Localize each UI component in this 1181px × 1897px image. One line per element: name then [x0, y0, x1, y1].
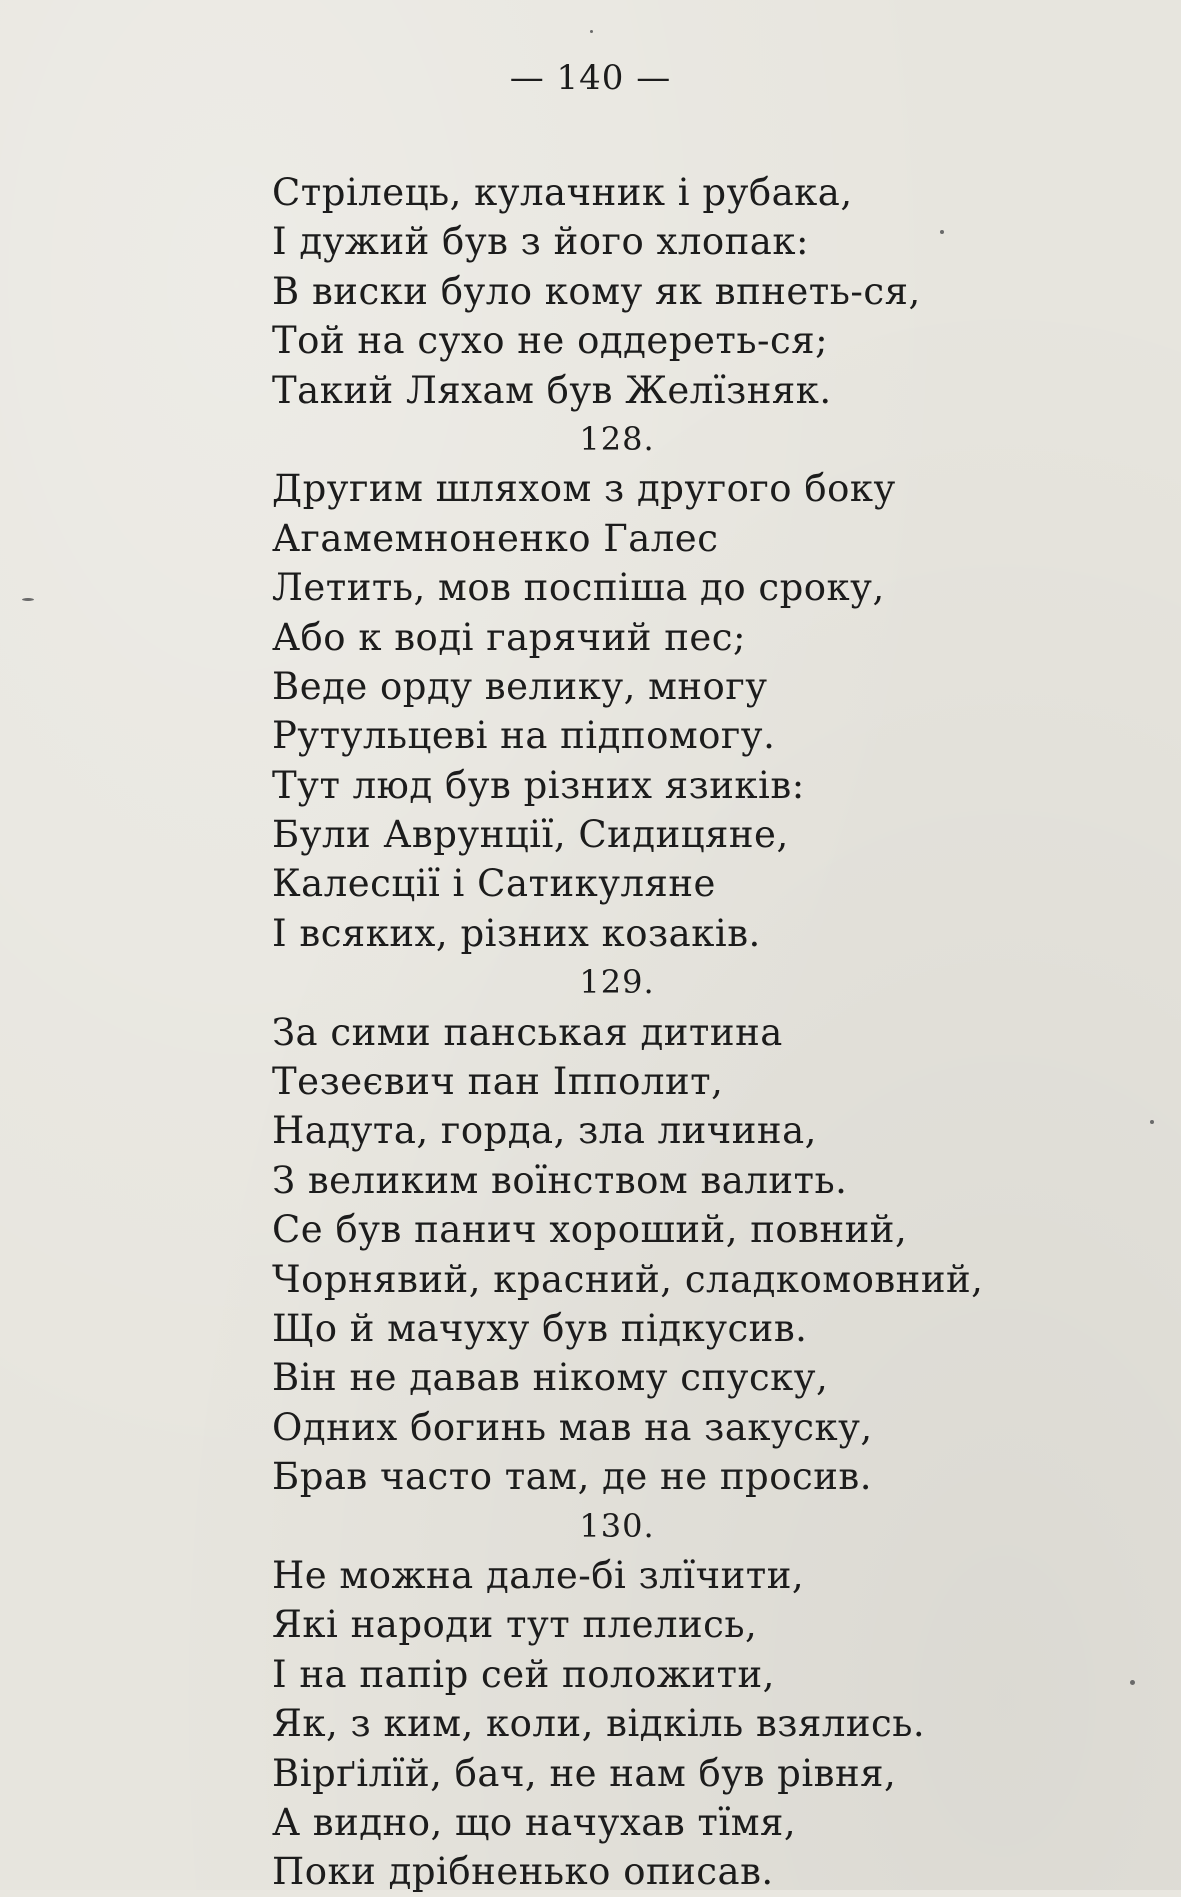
verse-line: Він не давав нікому спуску,: [272, 1356, 829, 1400]
verse-line: Надута, горда, зла личина,: [272, 1109, 817, 1153]
verse-line: Тут люд був різних язиків:: [272, 763, 805, 807]
verse-line: Тезеєвич пан Іпполит,: [272, 1060, 724, 1104]
stanza-number: 129.: [579, 963, 655, 1002]
verse-line: Як, з ким, коли, відкіль взялись.: [272, 1702, 926, 1746]
verse-line: А видно, що начухав тїмя,: [272, 1800, 797, 1844]
verse-line: Що й мачуху був підкусив.: [272, 1306, 808, 1350]
verse-line: З великим воїнством валить.: [272, 1158, 848, 1202]
paper-speck: [590, 30, 593, 33]
stanza: [272, 168, 1032, 415]
page-number: — 140 —: [509, 58, 672, 98]
verse-line: Вірґілїй, бач, не нам був рівня,: [272, 1751, 897, 1795]
verse-line: За сими панськая дитина: [272, 1010, 783, 1054]
paper-speck: [1150, 1120, 1154, 1124]
verse-line: Той на сухо не оддереть-ся;: [272, 319, 829, 363]
stanza: [272, 1502, 1032, 1897]
verse-line: Другим шляхом з другого боку: [272, 467, 896, 511]
paper-speck: [1130, 1680, 1135, 1685]
verse-line: Стрілець, кулачник і рубака,: [272, 171, 853, 214]
paper-speck: [22, 598, 34, 601]
stanza-number: 128.: [579, 419, 655, 458]
verse-line: В виски було кому як впнеть-ся,: [272, 269, 921, 313]
verse-line: І дужий був з його хлопак:: [272, 220, 809, 264]
verse-line: Або к воді гарячий пес;: [272, 615, 746, 659]
verse-line: Веде орду велику, многу: [272, 664, 768, 708]
verse-line: Одних богинь мав на закуску,: [272, 1405, 873, 1449]
verse-line: Які народи тут плелись,: [272, 1603, 758, 1647]
verse-line: Були Аврунції, Сидицяне,: [272, 813, 789, 857]
verse-line: Поки дрібненько описав.: [272, 1850, 774, 1894]
verse-line: Брав часто там, де не просив.: [272, 1455, 872, 1499]
verse-line: Се був панич хороший, повний,: [272, 1208, 908, 1252]
verse-line: І на папір сей положити,: [272, 1652, 775, 1696]
verse-line: Агамемноненко Галес: [272, 516, 719, 560]
verse-line: І всяких, різних козаків.: [272, 911, 761, 955]
poem-text: [272, 168, 1032, 1897]
verse-line: Летить, мов поспіша до сроку,: [272, 566, 885, 610]
stanza-number: 130.: [579, 1506, 655, 1545]
verse-line: Такий Ляхам був Желїзняк.: [272, 368, 832, 412]
paper-speck: [940, 230, 944, 234]
verse-line: Чорнявий, красний, сладкомовний,: [272, 1257, 984, 1301]
stanza: [272, 415, 1032, 958]
verse-line: Не можна дале-бі злїчити,: [272, 1553, 805, 1597]
stanza: [272, 958, 1032, 1501]
verse-line: Рутульцеві на підпомогу.: [272, 714, 776, 758]
verse-line: Калесції і Сатикуляне: [272, 862, 716, 906]
